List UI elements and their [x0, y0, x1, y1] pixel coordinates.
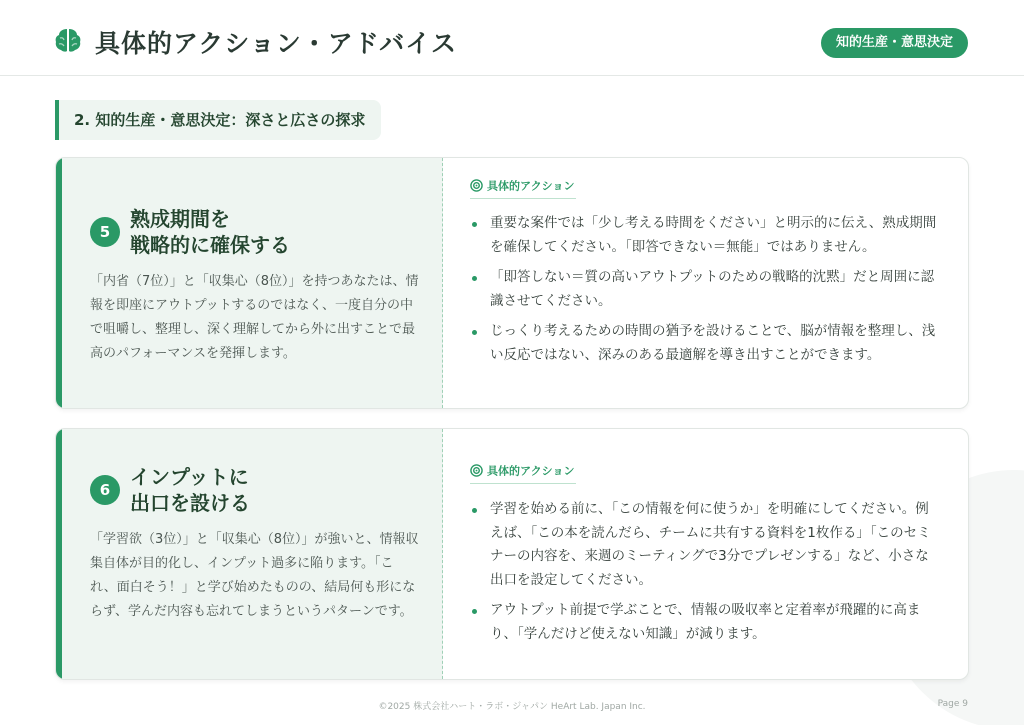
advice-card-6: [55, 428, 969, 680]
action-item: アウトプット前提で学ぶことで、情報の吸収率と定着率が飛躍的に高まり、「学んだけど使えない知識」が減ります。: [470, 599, 940, 646]
card-description: 「学習欲（3位）」と「収集心（8位）」が強いと、情報収集自体が目的化し、インプット過多に陥ります。「これ、面白そう！」と学び始めたものの、結局何も形にならず、学んだ内容も忘れてしまうというパターンです。: [90, 532, 419, 619]
page-header: [0, 0, 1024, 76]
action-item: 学習を始める前に、「この情報を何に使うか」を明確にしてください。例えば、「この本を読んだら、チームに共有する資料を1枚作る」「このセミナーの内容を、来週のミーティングで3分でプレゼンする」など、小さな出口を設定してください。: [470, 498, 940, 592]
action-item: 重要な案件では「少し考える時間をください」と明示的に伝え、熟成期間を確保してください。「即答できない＝無能」ではありません。: [470, 212, 940, 259]
action-list: [470, 212, 940, 374]
action-item: 「即答しない＝質の高いアウトプットのための戦略的沈黙」だと周囲に認識させてください。: [470, 266, 940, 313]
target-icon: [470, 464, 483, 477]
action-label: 具体的アクション: [487, 179, 575, 193]
action-label: 具体的アクション: [487, 464, 575, 478]
action-list: [470, 498, 940, 653]
card-description: 「内省（7位）」と「収集心（8位）」を持つあなたは、情報を即座にアウトプットするのではなく、一度自分の中で咀嚼し、整理し、深く理解してから外に出すことで最高のパフォーマンスを発揮します。: [90, 274, 419, 361]
card-number-badge: 6: [90, 475, 120, 505]
page-number: Page 9: [937, 699, 968, 709]
card-title: 熟成期間を 戦略的に確保する: [130, 207, 290, 257]
card-summary-panel: [56, 158, 443, 408]
card-number-badge: 5: [90, 217, 120, 247]
target-icon: [470, 179, 483, 192]
section-heading: 2. 知的生産・意思決定：深さと広さの探求: [55, 100, 381, 140]
card-summary-panel: [56, 429, 443, 679]
card-title: インプットに 出口を設ける: [130, 465, 250, 515]
action-item: じっくり考えるための時間の猶予を設けることで、脳が情報を整理し、浅い反応ではない、深みのある最適解を導き出すことができます。: [470, 320, 940, 367]
footer-copyright: ©2025 株式会社ハート・ラボ・ジャパン HeArt Lab. Japan Inc.: [378, 702, 646, 712]
advice-card-5: [55, 157, 969, 409]
category-badge: 知的生産・意思決定: [821, 28, 968, 58]
brain-icon: [54, 26, 82, 54]
action-header: [470, 460, 576, 484]
page-title: 具体的アクション・アドバイス: [95, 29, 458, 58]
action-header: [470, 175, 576, 199]
